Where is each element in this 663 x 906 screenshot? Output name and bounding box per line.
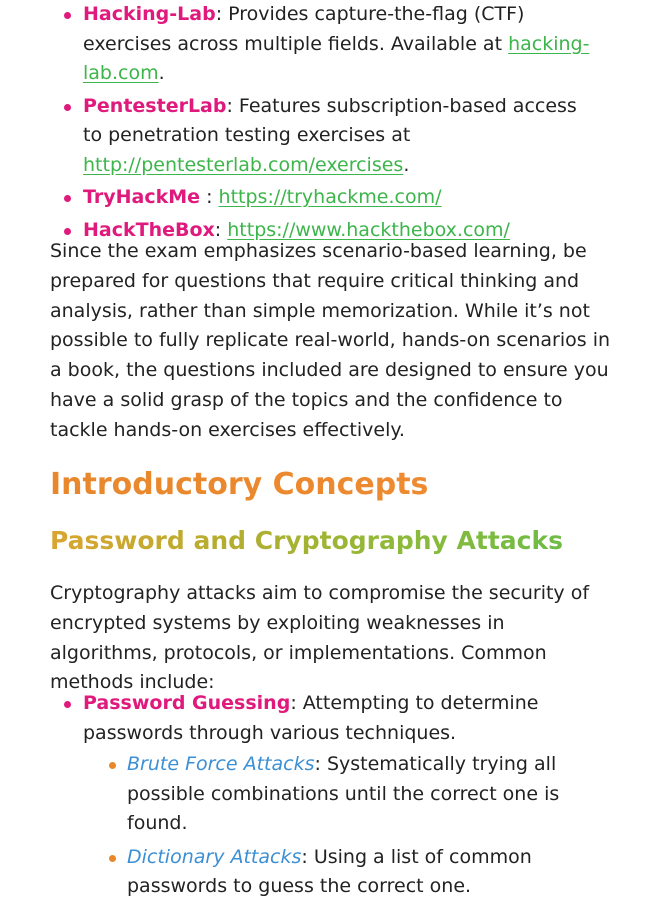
sub-method-name: Brute Force Attacks xyxy=(127,753,315,775)
list-item xyxy=(50,92,590,181)
platform-name: Hacking-Lab xyxy=(83,3,216,25)
exam-paragraph: Since the exam emphasizes scenario-based learning, be prepared for questions that require critical thinking and analysis, rather than simple memorization. While it’s not possible to fully replicate real-world, hands-on scenarios in a book, the questions included are designed to ensure you have a solid grasp of the topics and the confidence to tackle hands-on exercises effectively. xyxy=(50,240,611,441)
list-item xyxy=(50,0,590,89)
sub-method-description: : Systematically trying all possible combinations until the correct one is found. xyxy=(127,753,560,834)
method-description: : Attempting to determine passwords through various techniques. xyxy=(83,692,539,744)
sub-methods-list xyxy=(83,750,615,902)
platform-link[interactable]: hacking-lab.com xyxy=(83,32,590,84)
list-item xyxy=(83,843,615,902)
separator: : xyxy=(200,186,213,208)
platform-name: TryHackMe xyxy=(83,186,201,208)
platform-description: Provides capture-the-flag (CTF) exercises across multiple fields. Available at xyxy=(83,3,525,55)
separator: : xyxy=(215,3,223,25)
separator: : xyxy=(226,94,233,117)
separator: : xyxy=(214,218,222,241)
section-heading: Introductory Concepts xyxy=(50,465,428,505)
platform-name: PentesterLab xyxy=(83,94,227,117)
platform-link[interactable]: https://www.hackthebox.com/ xyxy=(227,218,510,241)
method-name: Password Guessing xyxy=(83,692,291,714)
platform-link[interactable]: https://tryhackme.com/ xyxy=(218,186,442,208)
sub-method-name: Dictionary Attacks xyxy=(127,845,302,868)
platform-name: HackTheBox xyxy=(83,218,215,241)
methods-list xyxy=(50,689,615,906)
trailing-punctuation: . xyxy=(403,153,410,176)
list-item xyxy=(50,183,590,213)
sub-method-description: : Using a list of common passwords to guess the correct one. xyxy=(127,845,532,897)
list-item xyxy=(83,750,615,839)
trailing-punctuation: . xyxy=(158,62,165,84)
subsection-heading: Password and Cryptography Attacks xyxy=(50,524,563,558)
list-item xyxy=(50,689,615,902)
platform-description: Features subscription-based access to penetration testing exercises at xyxy=(83,94,577,146)
platform-link[interactable]: http://pentesterlab.com/exercises xyxy=(83,153,404,176)
crypto-paragraph: Cryptography attacks aim to compromise the security of encrypted systems by exploiting weaknesses in algorithms, protocols, or implementations. Common methods include: xyxy=(50,582,590,694)
platform-list xyxy=(50,0,590,248)
